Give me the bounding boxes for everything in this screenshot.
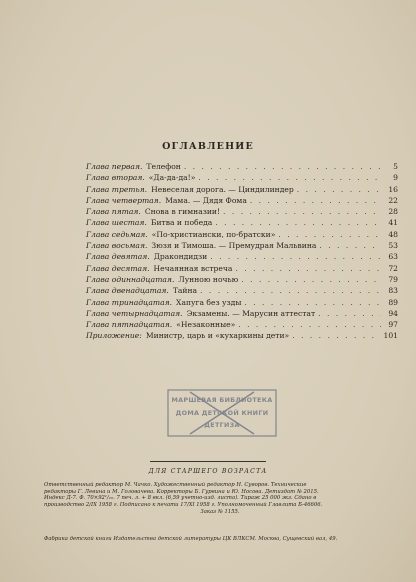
toc-leader-dots — [297, 184, 381, 195]
toc-chapter-title: Экзамены. — Марусин аттестат — [186, 308, 316, 318]
toc-row — [86, 229, 398, 240]
toc-row — [86, 217, 398, 228]
toc-row — [86, 172, 398, 183]
stamp-line-3: ДЕТГИЗА — [204, 421, 240, 429]
toc-leader-dots — [244, 297, 381, 308]
toc-chapter-label: Глава первая. — [86, 162, 143, 171]
toc-chapter-title: «Да-да-да!» — [148, 173, 196, 183]
toc-row — [86, 251, 398, 262]
toc-chapter-title: Дракондидзи — [153, 252, 208, 262]
toc-page-number: 28 — [388, 207, 398, 217]
imprint-line: Индекс Д-7. Ф. 70×92¹/₁₆. 7 печ. л. + 8 вкл. (6,59 учетно-изд. листа). Тираж 25 000 экз. Сдано в — [44, 495, 317, 502]
toc-page-number: 97 — [388, 320, 398, 330]
toc-page-number: 72 — [388, 263, 398, 273]
toc-row-appendix — [86, 330, 398, 341]
toc-row — [86, 240, 398, 251]
library-stamp — [162, 388, 282, 440]
toc-chapter-label: Глава восьмая. — [86, 241, 148, 251]
toc-page-number: 83 — [388, 286, 398, 296]
imprint-line: редакторы Г. Левина и М. Головачева. Корректоры Б. Гурвина и Ю. Носова. Детиздат № 2015. — [44, 488, 319, 495]
toc-row — [86, 184, 398, 195]
toc-chapter-label: Глава десятая. — [86, 263, 150, 273]
toc-leader-dots — [235, 263, 381, 274]
toc-chapter-label: Глава третья. — [86, 184, 148, 194]
toc-page-number: 89 — [388, 297, 398, 307]
toc-chapter-label: Приложение: — [86, 331, 142, 341]
toc-chapter-label: Глава вторая. — [86, 173, 145, 183]
toc-row — [86, 308, 398, 319]
toc-chapter-label: Глава седьмая. — [86, 229, 148, 239]
toc-page-number: 41 — [388, 218, 398, 228]
toc-chapter-title: Нечаянная встреча — [153, 263, 233, 273]
toc-leader-dots — [318, 308, 381, 319]
toc-leader-dots — [198, 172, 381, 183]
toc-chapter-label: Глава четвертая. — [86, 195, 162, 205]
toc-leader-dots — [292, 330, 380, 341]
audience-label: ДЛЯ СТАРШЕГО ВОЗРАСТА — [148, 468, 268, 475]
toc-chapter-label: Глава девятая. — [86, 252, 150, 262]
stamp-line-2: ДОМА ДЕТСКОЙ КНИГИ — [175, 409, 269, 417]
toc-leader-dots — [184, 161, 381, 172]
toc-leader-dots — [223, 206, 381, 217]
toc-leader-dots — [278, 229, 381, 240]
toc-leader-dots — [241, 274, 381, 285]
toc-leader-dots — [238, 319, 381, 330]
toc-page-number: 79 — [388, 274, 398, 284]
toc-page-number: 48 — [388, 229, 398, 239]
toc-chapter-label: Глава тринадцатая. — [86, 297, 173, 307]
toc-page-number: 53 — [388, 241, 398, 251]
toc-chapter-label: Глава пятнадцатая. — [86, 320, 173, 330]
toc-chapter-title: «Незаконные» — [176, 320, 236, 330]
toc-page-number: 63 — [388, 252, 398, 262]
toc-page-number: 9 — [393, 173, 398, 183]
imprint-line: Ответственный редактор М. Чачко. Художественный редактор Н. Суворов. Технические — [44, 482, 307, 488]
toc-leader-dots — [319, 240, 381, 251]
toc-chapter-title: Зюзя и Тимоша. — Премудрая Мальвина — [151, 241, 317, 251]
toc-page-number: 101 — [383, 331, 398, 341]
divider — [150, 461, 266, 462]
toc-leader-dots — [200, 285, 381, 296]
toc-chapter-title: Министр, царь и «кухаркины дети» — [145, 331, 290, 341]
page-title: ОГЛАВЛЕНИЕ — [162, 141, 254, 152]
toc-page-number: 5 — [393, 162, 398, 171]
toc-row — [86, 319, 398, 330]
toc-row — [86, 297, 398, 308]
toc-chapter-title: Снова в гимназии! — [144, 207, 221, 217]
toc-chapter-title: Лунною ночью — [178, 274, 239, 284]
imprint-block — [44, 482, 396, 516]
toc-page-number: 16 — [388, 184, 398, 194]
toc-chapter-title: Тайна — [172, 286, 198, 296]
toc-chapter-label: Глава шестая. — [86, 218, 147, 228]
toc-chapter-label: Глава одиннадцатая. — [86, 274, 175, 284]
toc-page-number: 94 — [388, 308, 398, 318]
table-of-contents — [86, 161, 398, 342]
toc-chapter-title: Мама. — Дядя Фома — [165, 195, 247, 205]
toc-leader-dots — [250, 195, 381, 206]
toc-chapter-title: Хапуга без узды — [176, 297, 242, 307]
toc-row — [86, 195, 398, 206]
toc-chapter-title: «По-христиански, по-братски» — [151, 229, 276, 239]
toc-chapter-title: Битва и победа — [150, 218, 213, 228]
toc-chapter-label: Глава пятая. — [86, 207, 141, 217]
toc-chapter-label: Глава четырнадцатая. — [86, 308, 183, 318]
printer-line: Фабрика детской книги Издательства детской литературы ЦК ВЛКСМ. Москва, Сущевский вал, 49. — [44, 536, 338, 542]
toc-row — [86, 206, 398, 217]
toc-leader-dots — [210, 251, 381, 262]
toc-row — [86, 161, 398, 172]
toc-leader-dots — [215, 217, 381, 228]
toc-page-number: 22 — [388, 195, 398, 205]
imprint-line: Заказ № 1155. — [200, 508, 240, 515]
toc-row — [86, 274, 398, 285]
toc-chapter-title: Телефон — [146, 162, 181, 171]
toc-row — [86, 285, 398, 296]
toc-chapter-title: Невеселая дорога. — Циндилиндер — [151, 184, 294, 194]
imprint-line: производство 2/IX 1958 г. Подписано к печати 17/XI 1958 г. Уполномоченный Главлита Б-46606. — [44, 502, 323, 509]
toc-chapter-label: Глава двенадцатая. — [86, 286, 169, 296]
stamp-line-1: МАРШЕВАЯ БИБЛИОТЕКА — [171, 396, 273, 404]
toc-row — [86, 263, 398, 274]
